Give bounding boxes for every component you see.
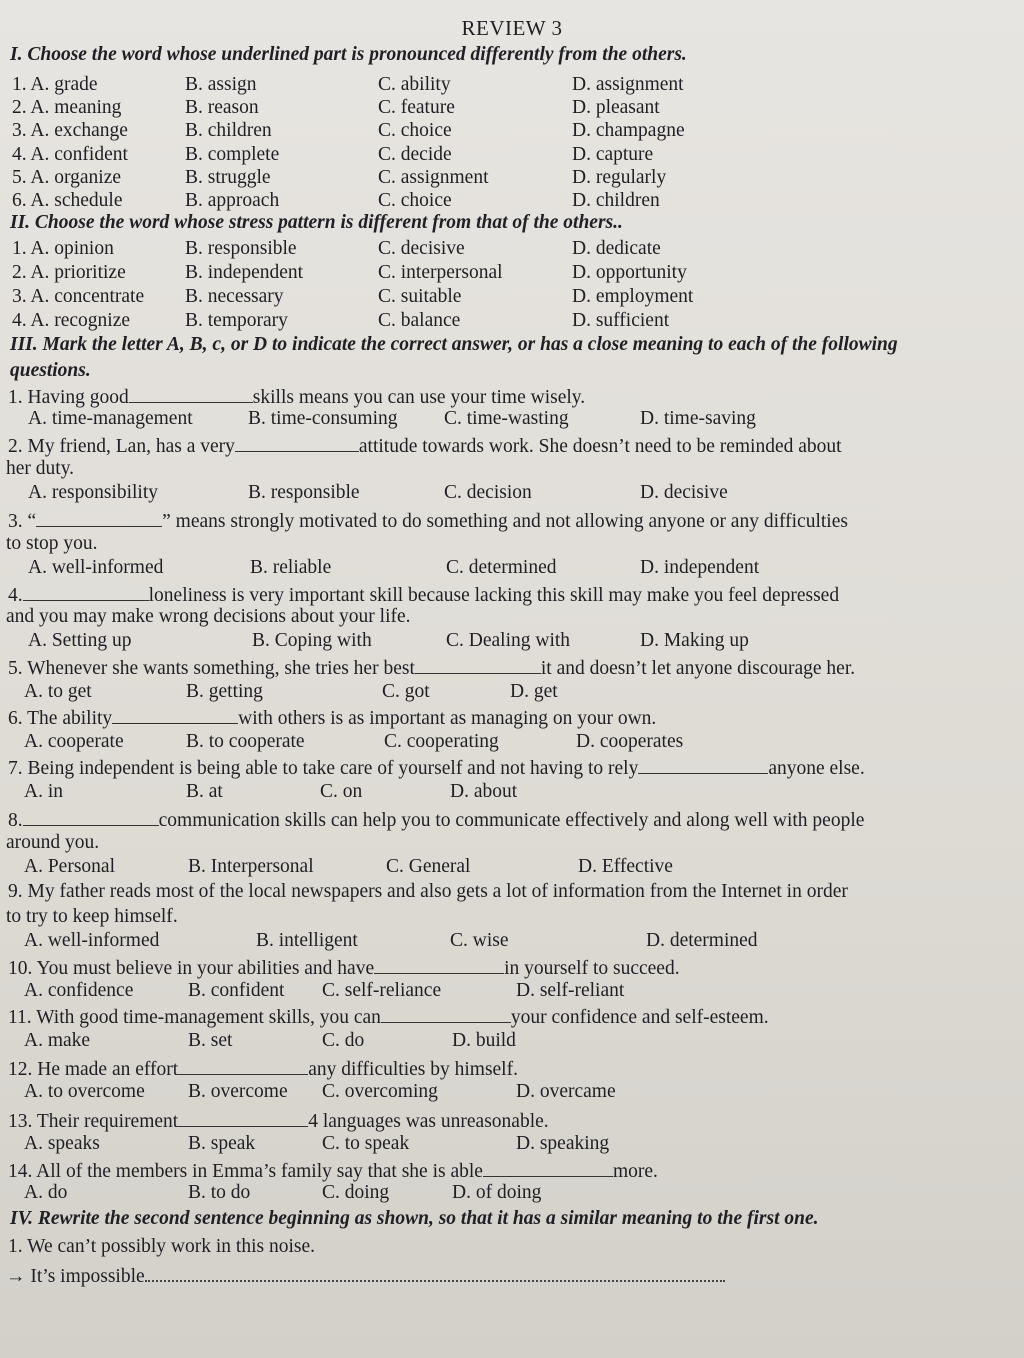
q6-options xyxy=(0,731,1024,755)
q11-post: your confidence and self-esteem. xyxy=(510,1007,769,1028)
s1-r2-a: 2. A. meaning xyxy=(12,97,122,118)
q8-options xyxy=(0,856,1024,880)
q2-pre: 2. My friend, Lan, has a very xyxy=(8,436,235,457)
q14-option-a: A. do xyxy=(24,1182,68,1203)
s1-r1-d: D. assignment xyxy=(572,74,684,95)
q7-options xyxy=(0,781,1024,805)
q9-options xyxy=(0,930,1024,954)
q12-post: any difficulties by himself. xyxy=(308,1059,518,1080)
q7-option-d: D. about xyxy=(450,781,518,802)
q10-option-b: B. confident xyxy=(188,980,285,1001)
q9-pre: 9. My father reads most of the local newspapers and also gets a lot of information from the Internet in order xyxy=(8,881,848,902)
q8-pre: 8. xyxy=(8,810,23,831)
q10-option-c: C. self-reliance xyxy=(322,980,442,1001)
section-3-heading: III. Mark the letter A, B, c, or D to indicate the correct answer, or has a close meaning to each of the following xyxy=(10,334,898,355)
q5-option-a: A. to get xyxy=(24,681,92,702)
q10-option-d: D. self-reliant xyxy=(516,980,625,1001)
q2-option-d: D. decisive xyxy=(640,482,728,503)
q5-blank xyxy=(415,655,541,674)
q11-pre: 11. With good time-management skills, you can xyxy=(8,1007,381,1028)
question-7 xyxy=(8,755,865,780)
s2-row-2 xyxy=(0,262,1024,286)
q6-blank xyxy=(112,705,238,724)
q2-options xyxy=(0,482,1024,506)
q2-post: attitude towards work. She doesn’t need to be reminded about xyxy=(358,436,842,457)
q4-option-d: D. Making up xyxy=(640,630,749,651)
q14-option-c: C. doing xyxy=(322,1182,390,1203)
q4-post: loneliness is very important skill because lacking this skill may make you feel depressed xyxy=(148,585,840,606)
q3-option-b: B. reliable xyxy=(250,557,332,578)
q9-continuation xyxy=(6,906,178,928)
question-2 xyxy=(8,433,842,458)
s2-row-4 xyxy=(0,310,1024,334)
q8-blank xyxy=(23,807,159,826)
q5-option-d: D. get xyxy=(510,681,558,702)
s2-r4-b: B. temporary xyxy=(185,310,288,331)
q11-option-c: C. do xyxy=(322,1030,365,1051)
q12-option-b: B. overcome xyxy=(188,1081,288,1102)
s1-row-5 xyxy=(0,167,1024,191)
q9-option-a: A. well-informed xyxy=(24,930,160,951)
s2-r1-d: D. dedicate xyxy=(572,238,661,259)
q4-option-a: A. Setting up xyxy=(28,630,132,651)
q10-options xyxy=(0,980,1024,1004)
q1-option-a: A. time-management xyxy=(28,408,193,429)
s2-r1-a: 1. A. opinion xyxy=(12,238,114,259)
s1-r6-a: 6. A. schedule xyxy=(12,190,123,211)
s1-r2-d: D. pleasant xyxy=(572,97,660,118)
s2-r1-c: C. decisive xyxy=(378,238,465,259)
s1-r1-b: B. assign xyxy=(185,74,257,95)
q6-option-b: B. to cooperate xyxy=(186,731,305,752)
s2-r4-c: C. balance xyxy=(378,310,461,331)
q7-blank xyxy=(638,755,768,774)
q7-option-c: C. on xyxy=(320,781,363,802)
q11-option-b: B. set xyxy=(188,1030,233,1051)
s1-r5-c: C. assignment xyxy=(378,167,489,188)
q8-option-c: C. General xyxy=(386,856,471,877)
q2-blank xyxy=(235,433,359,452)
s2-r2-d: D. opportunity xyxy=(572,262,687,283)
s1-r3-a: 3. A. exchange xyxy=(12,120,128,141)
s2-row-3 xyxy=(0,286,1024,310)
section-2-heading: II. Choose the word whose stress pattern is different from that of the others.. xyxy=(10,212,623,233)
q11-options xyxy=(0,1030,1024,1054)
q1-post: skills means you can use your time wisely. xyxy=(252,387,586,408)
q2-option-c: C. decision xyxy=(444,482,532,503)
q12-option-c: C. overcoming xyxy=(322,1081,438,1102)
q3-continuation: to stop you. xyxy=(6,533,98,554)
q8-continuation: around you. xyxy=(6,832,100,853)
section-1-heading: I. Choose the word whose underlined part is pronounced differently from the others. xyxy=(10,44,687,65)
q3-option-a: A. well-informed xyxy=(28,557,164,578)
q10-post: in yourself to succeed. xyxy=(504,958,680,979)
section-3-heading-cont: questions. xyxy=(10,360,91,381)
q2-option-b: B. responsible xyxy=(248,482,360,503)
q9-cont-text: to try to keep himself xyxy=(6,906,173,927)
s2-r2-a: 2. A. prioritize xyxy=(12,262,126,283)
s1-r3-d: D. champagne xyxy=(572,120,685,141)
s1-r2-c: C. feature xyxy=(378,97,455,118)
s1-r2-b: B. reason xyxy=(185,97,259,118)
q5-pre: 5. Whenever she wants something, she tries her best xyxy=(8,658,415,679)
s1-row-4 xyxy=(0,144,1024,168)
q3-options xyxy=(0,557,1024,581)
question-3 xyxy=(8,508,848,533)
s1-row-1 xyxy=(0,74,1024,98)
s1-r3-b: B. children xyxy=(185,120,272,141)
q14-option-d: D. of doing xyxy=(452,1182,542,1203)
q10-pre: 10. You must believe in your abilities and have xyxy=(8,958,375,979)
q14-options xyxy=(0,1182,1024,1206)
q13-post: 4 languages was unreasonable. xyxy=(308,1111,549,1132)
q12-option-a: A. to overcome xyxy=(24,1081,145,1102)
s2-r4-d: D. sufficient xyxy=(572,310,670,331)
s1-r5-b: B. struggle xyxy=(185,167,271,188)
question-6 xyxy=(8,705,656,730)
q1-option-c: C. time-wasting xyxy=(444,408,569,429)
q8-post: communication skills can help you to communicate effectively and along well with people xyxy=(158,810,865,831)
q7-pre: 7. Being independent is being able to take care of yourself and not having to rely xyxy=(8,758,639,779)
page-title: REVIEW 3 xyxy=(461,16,563,40)
q9-option-d: D. determined xyxy=(646,930,758,951)
s2-r1-b: B. responsible xyxy=(185,238,297,259)
q5-option-c: C. got xyxy=(382,681,430,702)
q12-blank xyxy=(178,1056,308,1075)
s1-row-3 xyxy=(0,120,1024,144)
q11-option-a: A. make xyxy=(24,1030,91,1051)
s2-row-1 xyxy=(0,238,1024,262)
question-8 xyxy=(8,807,864,832)
q6-pre: 6. The ability xyxy=(8,708,113,729)
q3-blank xyxy=(36,508,162,527)
question-1 xyxy=(8,384,585,409)
q2-continuation: her duty. xyxy=(6,458,75,479)
q5-options xyxy=(0,681,1024,705)
q4-blank xyxy=(23,582,149,601)
q8-option-b: B. Interpersonal xyxy=(188,856,314,877)
s2-r3-d: D. employment xyxy=(572,286,694,307)
q14-blank xyxy=(483,1158,613,1177)
q14-pre: 14. All of the members in Emma’s family say that she is able xyxy=(8,1161,483,1182)
q10-blank xyxy=(374,955,504,974)
s1-r5-a: 5. A. organize xyxy=(12,167,122,188)
s1-r1-c: C. ability xyxy=(378,74,451,95)
q10-option-a: A. confidence xyxy=(24,980,134,1001)
rewrite-answer-1 xyxy=(6,1264,725,1288)
q6-option-d: D. cooperates xyxy=(576,731,684,752)
q3-post: ” means strongly motivated to do something and not allowing anyone or any difficulties xyxy=(162,511,848,532)
q3-option-c: C. determined xyxy=(446,557,557,578)
q13-blank xyxy=(178,1108,308,1127)
s1-r4-d: D. capture xyxy=(572,144,654,165)
q4-option-b: B. Coping with xyxy=(252,630,372,651)
q3-pre: 3. “ xyxy=(8,511,37,532)
q6-option-c: C. cooperating xyxy=(384,731,499,752)
s2-r3-c: C. suitable xyxy=(378,286,462,307)
q7-post: anyone else. xyxy=(768,758,865,779)
q8-option-a: A. Personal xyxy=(24,856,115,877)
s1-r6-c: C. choice xyxy=(378,190,452,211)
q6-option-a: A. cooperate xyxy=(24,731,124,752)
q8-option-d: D. Effective xyxy=(578,856,673,877)
s2-r4-a: 4. A. recognize xyxy=(12,310,131,331)
q1-blank xyxy=(129,384,253,403)
q9-option-c: C. wise xyxy=(450,930,509,951)
s1-row-2 xyxy=(0,97,1024,121)
q9-cont-post: . xyxy=(172,906,178,927)
s1-row-6 xyxy=(0,190,1024,214)
q14-post: more. xyxy=(612,1161,658,1182)
q12-options xyxy=(0,1081,1024,1105)
s1-r3-c: C. choice xyxy=(378,120,452,141)
s1-r1-a: 1. A. grade xyxy=(12,74,98,95)
s1-r4-b: B. complete xyxy=(185,144,280,165)
s1-r4-a: 4. A. confident xyxy=(12,144,128,165)
q5-post: it and doesn’t let anyone discourage her. xyxy=(540,658,856,679)
q11-blank xyxy=(381,1004,511,1023)
q7-option-a: A. in xyxy=(24,781,63,802)
rewrite-answer-1-start: It’s impossible xyxy=(30,1266,145,1287)
section-4-heading: IV. Rewrite the second sentence beginning as shown, so that it has a similar meaning to the first one. xyxy=(10,1208,819,1229)
s1-r6-b: B. approach xyxy=(185,190,280,211)
rewrite-answer-1-line[interactable] xyxy=(145,1264,725,1282)
q6-post: with others is as important as managing on your own. xyxy=(238,708,657,729)
q4-options xyxy=(0,630,1024,654)
q2-option-a: A. responsibility xyxy=(28,482,158,503)
q4-continuation: and you may make wrong decisions about your life. xyxy=(6,606,411,627)
q9-option-b: B. intelligent xyxy=(256,930,358,951)
q1-pre: 1. Having good xyxy=(8,387,129,408)
s2-r2-c: C. interpersonal xyxy=(378,262,503,283)
q12-option-d: D. overcame xyxy=(516,1081,616,1102)
s1-r5-d: D. regularly xyxy=(572,167,667,188)
arrow-right-icon: → xyxy=(6,1266,26,1287)
s2-r3-a: 3. A. concentrate xyxy=(12,286,145,307)
q13-pre: 13. Their requirement xyxy=(8,1111,179,1132)
question-10 xyxy=(8,955,680,980)
question-13 xyxy=(8,1108,549,1133)
q1-option-b: B. time-consuming xyxy=(248,408,398,429)
s2-r2-b: B. independent xyxy=(185,262,304,283)
q4-option-c: C. Dealing with xyxy=(446,630,571,651)
q11-option-d: D. build xyxy=(452,1030,516,1051)
q7-option-b: B. at xyxy=(186,781,223,802)
q5-option-b: B. getting xyxy=(186,681,263,702)
q13-option-a: A. speaks xyxy=(24,1133,100,1154)
q4-pre: 4. xyxy=(8,585,23,606)
q1-option-d: D. time-saving xyxy=(640,408,756,429)
question-4 xyxy=(8,582,839,607)
question-5 xyxy=(8,655,855,680)
q1-options xyxy=(0,408,1024,432)
q13-options xyxy=(0,1133,1024,1157)
question-9 xyxy=(8,881,848,903)
s1-r6-d: D. children xyxy=(572,190,660,211)
question-11 xyxy=(8,1004,769,1029)
question-12 xyxy=(8,1056,518,1081)
question-14 xyxy=(8,1158,658,1183)
s1-r4-c: C. decide xyxy=(378,144,452,165)
q14-option-b: B. to do xyxy=(188,1182,251,1203)
rewrite-question-1: 1. We can’t possibly work in this noise. xyxy=(8,1236,315,1257)
q13-option-b: B. speak xyxy=(188,1133,256,1154)
q3-option-d: D. independent xyxy=(640,557,760,578)
q13-option-d: D. speaking xyxy=(516,1133,610,1154)
q12-pre: 12. He made an effort xyxy=(8,1059,179,1080)
s2-r3-b: B. necessary xyxy=(185,286,284,307)
q13-option-c: C. to speak xyxy=(322,1133,410,1154)
